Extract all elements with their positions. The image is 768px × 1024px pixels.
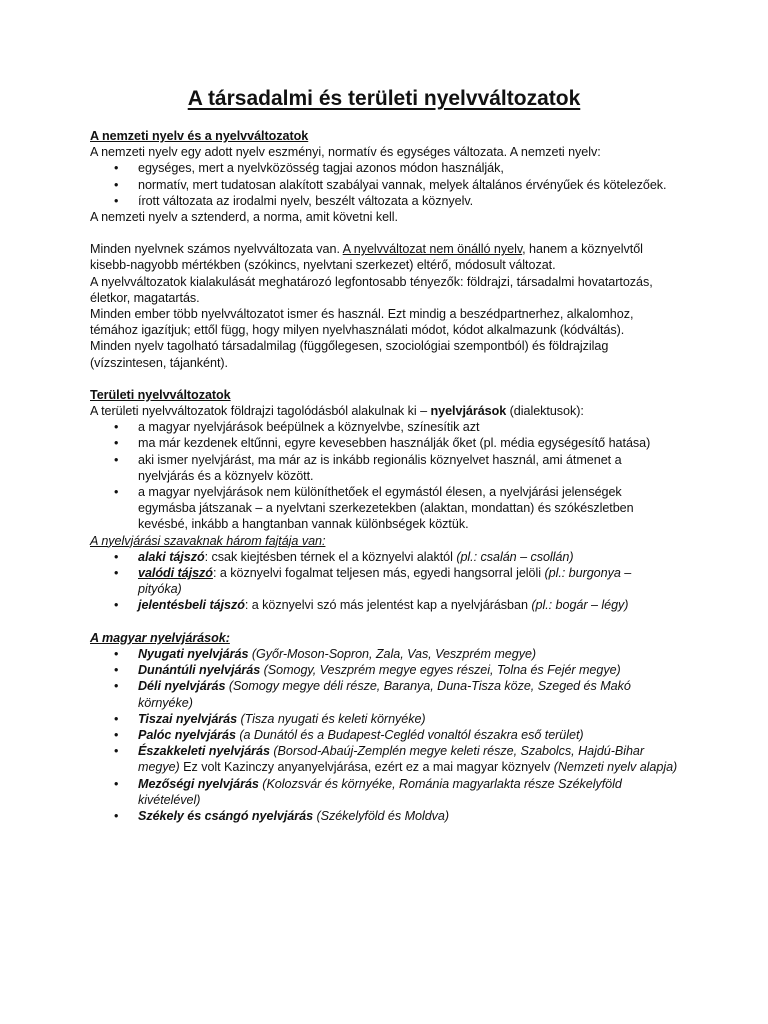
- bullet-icon: •: [114, 177, 119, 192]
- list-item: • a magyar nyelvjárások beépülnek a köznyelvbe, színesítik azt: [114, 420, 480, 435]
- list-item: • egységes, mert a nyelvközösség tagjai azonos módon használják,: [114, 161, 504, 176]
- list-item: • Dunántúli nyelvjárás (Somogy, Veszprém megye egyes részei, Tolna és Fejér megye): [114, 663, 621, 678]
- section-hungarian-dialects: [90, 630, 678, 824]
- paragraph: Minden ember több nyelvváltozatot ismer és használ. Ezt mindig a beszédpartnerhez, alkalomhoz, témához igazítjuk; ettől függ, hogy milyen nyelvhasználati módot, kódot alkalmazunk (kódváltás).: [90, 307, 634, 338]
- bullet-list: [90, 419, 678, 532]
- bullet-icon: •: [114, 485, 119, 500]
- bullet-icon: •: [114, 420, 119, 435]
- list-item: • Déli nyelvjárás (Somogy megye déli része, Baranya, Duna-Tisza köze, Szeged és Makó környéke): [114, 679, 631, 710]
- list-item: • Mezőségi nyelvjárás (Kolozsvár és környéke, Románia magyarlakta része Székelyföld kivételével): [114, 776, 622, 807]
- list-item: • Székely és csángó nyelvjárás (Székelyföld és Moldva): [114, 808, 450, 823]
- bullet-list: [90, 160, 678, 209]
- bullet-icon: •: [114, 646, 119, 661]
- list-item: • valódi tájszó: a köznyelvi fogalmat teljesen más, egyedi hangsorral jelöli (pl.: burgonya – pityóka): [114, 566, 632, 597]
- bullet-icon: •: [114, 566, 119, 581]
- list-item: • Nyugati nyelvjárás (Győr-Moson-Sopron, Zala, Vas, Veszprém megye): [114, 646, 537, 661]
- section-regional-variants: [90, 387, 678, 614]
- section-heading: Területi nyelvváltozatok: [90, 387, 231, 402]
- list-item: • Palóc nyelvjárás (a Dunától és a Budapest-Cegléd vonaltól északra eső terület): [114, 727, 584, 742]
- list-item: • aki ismer nyelvjárást, ma már az is inkább regionális köznyelvet használ, ami átmenet a nyelvjárás és a köznyelv között.: [114, 452, 622, 483]
- bullet-icon: •: [114, 193, 119, 208]
- dialect-list: [90, 646, 678, 824]
- list-item: • normatív, mert tudatosan alakított szabályai vannak, melyek általános érvényűek és kötelezőek.: [114, 177, 667, 192]
- paragraph: A nemzeti nyelv egy adott nyelv eszményi, normatív és egységes változata. A nemzeti nyelv:: [90, 145, 601, 160]
- paragraph: A nyelvváltozatok kialakulását meghatározó legfontosabb tényezők: földrajzi, társadalmi hovatartozás, életkor, magatartás.: [90, 274, 653, 305]
- bullet-icon: •: [114, 436, 119, 451]
- paragraph: Minden nyelv tagolható társadalmilag (függőlegesen, szociológiai szempontból) és földrajzilag (vízszintesen, tájanként).: [90, 339, 609, 370]
- bullet-icon: •: [114, 679, 119, 694]
- bullet-icon: •: [114, 808, 119, 823]
- dialect-word-types: [90, 549, 678, 614]
- paragraph: A területi nyelvváltozatok földrajzi tagolódásból alakulnak ki – nyelvjárások (dialektusok):: [90, 404, 584, 419]
- list-item: • alaki tájszó: csak kiejtésben térnek el a köznyelvi alaktól (pl.: csalán – csollán): [114, 549, 574, 564]
- list-item: • írott változata az irodalmi nyelv, beszélt változata a köznyelv.: [114, 193, 474, 208]
- bullet-icon: •: [114, 776, 119, 791]
- bullet-icon: •: [114, 744, 119, 759]
- underlined-phrase: A nyelvváltozat nem önálló nyelv: [342, 242, 523, 257]
- section-heading: A nemzeti nyelv és a nyelvváltozatok: [90, 129, 309, 143]
- section-language-variants: [90, 241, 678, 371]
- bullet-icon: •: [114, 727, 119, 742]
- paragraph: A nemzeti nyelv a sztenderd, a norma, amit követni kell.: [90, 210, 398, 225]
- bullet-icon: •: [114, 452, 119, 467]
- list-item: • jelentésbeli tájszó: a köznyelvi szó más jelentést kap a nyelvjárásban (pl.: bogár – légy): [114, 598, 629, 613]
- section-national-language: [90, 128, 678, 225]
- bullet-icon: •: [114, 598, 119, 613]
- bullet-icon: •: [114, 711, 119, 726]
- page-title: A társadalmi és területi nyelvváltozatok: [187, 87, 581, 110]
- section-heading: A magyar nyelvjárások:: [90, 630, 230, 645]
- bullet-icon: •: [114, 549, 119, 564]
- list-item: • Északkeleti nyelvjárás (Borsod-Abaúj-Zemplén megye keleti része, Szabolcs, Hajdú-Bihar megye) Ez volt Kazinczy anyanyelvjárása, ezért ez a mai magyar köznyelv (Nemzeti nyelv alapja): [114, 744, 678, 775]
- subheading: A nyelvjárási szavaknak három fajtája van:: [90, 533, 326, 548]
- bullet-icon: •: [114, 161, 119, 176]
- list-item: • a magyar nyelvjárások nem különíthetőek el egymástól élesen, a nyelvjárási jelenségek egymásba játszanak – a nyelvtani szerkezetekben (alaktan, mondattan) és szókészletben kevésbé, inkább a hangtanban vannak különbségek köztük.: [114, 485, 634, 532]
- bullet-icon: •: [114, 663, 119, 678]
- list-item: • Tiszai nyelvjárás (Tisza nyugati és keleti környéke): [114, 711, 426, 726]
- paragraph: Minden nyelvnek számos nyelvváltozata van. A nyelvváltozat nem önálló nyelv, hanem a köznyelvtől kisebb-nagyobb mértékben (szókincs, nyelvtani szerkezet) eltérő, módosult változat.: [90, 242, 643, 273]
- list-item: • ma már kezdenek eltűnni, egyre kevesebben használják őket (pl. média egységesítő hatása): [114, 436, 651, 451]
